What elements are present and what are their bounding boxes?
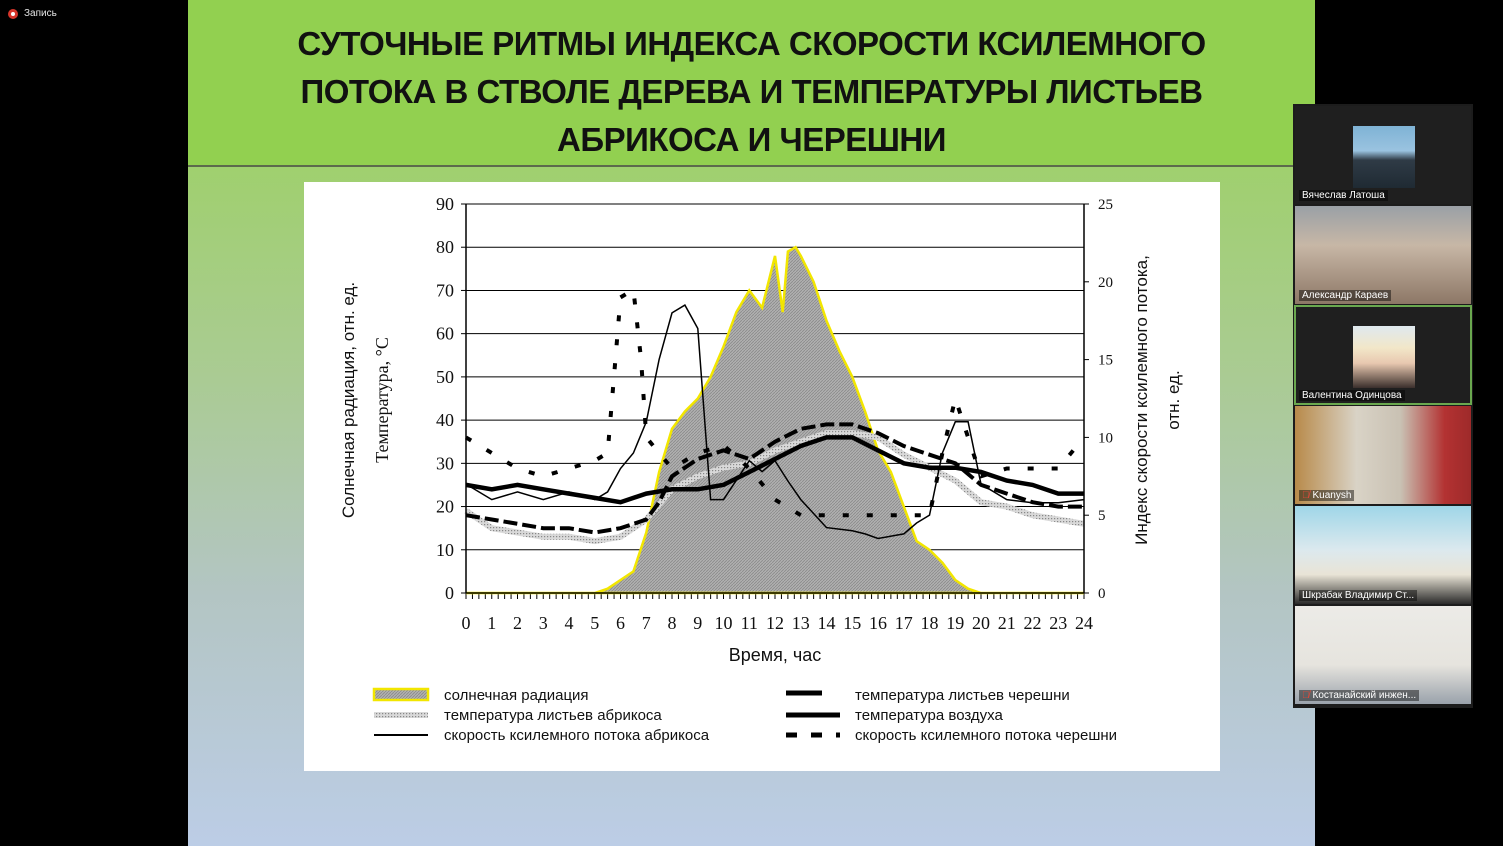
slide-title-line: АБРИКОСА И ЧЕРЕШНИ: [557, 121, 946, 158]
x-tick-label: 1: [487, 613, 497, 633]
participants-panel[interactable]: [1293, 104, 1473, 708]
participant-video: [1353, 126, 1415, 188]
x-tick-label: 22: [1023, 613, 1042, 633]
y-left-tick-label: 30: [436, 453, 454, 474]
legend-label: температура листьев абрикоса: [444, 707, 662, 724]
y-right-tick-label: 25: [1098, 197, 1113, 213]
x-tick-label: 3: [538, 613, 548, 633]
recording-indicator: [8, 8, 57, 19]
x-tick-label: 9: [693, 613, 703, 633]
chart: [304, 182, 1220, 771]
x-tick-label: 20: [972, 613, 990, 633]
x-tick-label: 21: [997, 613, 1016, 633]
x-tick-label: 11: [740, 613, 758, 633]
y-right-tick-label: 20: [1098, 274, 1113, 291]
mic-muted-icon: 🎙̸: [1302, 490, 1310, 501]
x-tick-label: 6: [616, 613, 625, 633]
x-tick-label: 0: [461, 613, 471, 633]
participant-name-row: [1299, 490, 1354, 501]
participant-tile[interactable]: [1295, 506, 1471, 604]
record-icon: [8, 9, 18, 19]
participant-name-row: [1299, 690, 1419, 701]
legend-label: температура листьев черешни: [855, 687, 1070, 704]
x-tick-label: 12: [766, 613, 784, 633]
x-axis-title: Время, час: [728, 645, 822, 665]
x-tick-label: 14: [817, 613, 836, 633]
participant-name: Александр Караев: [1302, 290, 1389, 301]
participant-name: Kuanysh: [1312, 490, 1352, 501]
x-tick-label: 15: [843, 613, 862, 633]
participant-name-row: [1299, 590, 1417, 601]
participant-name-row: [1299, 390, 1405, 401]
legend-swatch-solar: [374, 689, 428, 700]
y-left-tick-label: 60: [436, 323, 454, 344]
participant-name-row: [1299, 290, 1391, 301]
x-tick-label: 13: [791, 613, 810, 633]
y-left-tick-label: 70: [436, 280, 454, 301]
x-tick-label: 7: [641, 613, 651, 633]
x-tick-label: 2: [513, 613, 522, 633]
x-tick-label: 18: [920, 613, 939, 633]
participant-name: Костанайский инжен...: [1312, 690, 1417, 701]
y-left-tick-label: 0: [445, 583, 454, 603]
shared-slide: [188, 0, 1315, 846]
x-tick-label: 17: [894, 613, 913, 633]
x-tick-label: 23: [1049, 613, 1068, 633]
mic-muted-icon: 🎙̸: [1302, 690, 1310, 701]
y-right-tick-label: 15: [1098, 352, 1113, 369]
participant-tile[interactable]: [1295, 406, 1471, 504]
y-right-axis-title: Индекс скорости ксилемного потока,: [1132, 255, 1151, 545]
x-tick-label: 10: [714, 613, 733, 633]
legend-label: солнечная радиация: [444, 687, 589, 704]
x-tick-label: 16: [869, 613, 887, 633]
x-tick-label: 24: [1075, 613, 1093, 633]
recording-label: Запись: [24, 8, 57, 19]
participant-name: Шкрабак Владимир Ст...: [1302, 590, 1415, 601]
slide-title: [228, 20, 1275, 164]
y-left-tick-label: 10: [436, 539, 454, 560]
slide-title-line: ПОТОКА В СТВОЛЕ ДЕРЕВА И ТЕМПЕРАТУРЫ ЛИСТЬЕВ: [300, 73, 1203, 110]
y-left-tick-label: 50: [436, 366, 454, 387]
y-left-tick-label: 90: [436, 194, 454, 214]
legend-label: скорость ксилемного потока черешни: [855, 727, 1118, 744]
y-right-axis-title-2: отн. ед.: [1164, 370, 1183, 430]
participant-tile[interactable]: [1295, 206, 1471, 304]
participant-tile[interactable]: [1295, 606, 1471, 704]
participant-tile-active-speaker[interactable]: [1295, 306, 1471, 404]
y-left-tick-label: 20: [436, 496, 454, 517]
y-right-tick-label: 5: [1098, 508, 1106, 525]
y-left-axis-title: Солнечная радиация, отн. ед.: [339, 281, 358, 519]
y-left-tick-label: 40: [436, 410, 454, 431]
slide-title-line: СУТОЧНЫЕ РИТМЫ ИНДЕКСА СКОРОСТИ КСИЛЕМНОГО: [297, 25, 1206, 62]
y-left-tick-label: 80: [436, 237, 454, 258]
x-tick-label: 4: [564, 613, 574, 633]
participant-name: Вячеслав Латоша: [1302, 190, 1385, 201]
y-right-tick-label: 0: [1098, 586, 1106, 602]
y-left-axis-title-2: Температура, °С: [372, 337, 392, 463]
y-right-tick-label: 10: [1098, 430, 1113, 447]
legend-label: скорость ксилемного потока абрикоса: [444, 727, 710, 744]
participant-video: [1353, 326, 1415, 388]
participant-tile[interactable]: [1295, 106, 1471, 204]
participant-name-row: [1299, 190, 1388, 201]
x-tick-label: 8: [667, 613, 677, 633]
legend-label: температура воздуха: [855, 707, 1003, 724]
x-tick-label: 5: [590, 613, 600, 633]
chart-panel: [304, 182, 1220, 771]
x-tick-label: 19: [946, 613, 965, 633]
participant-name: Валентина Одинцова: [1302, 390, 1402, 401]
